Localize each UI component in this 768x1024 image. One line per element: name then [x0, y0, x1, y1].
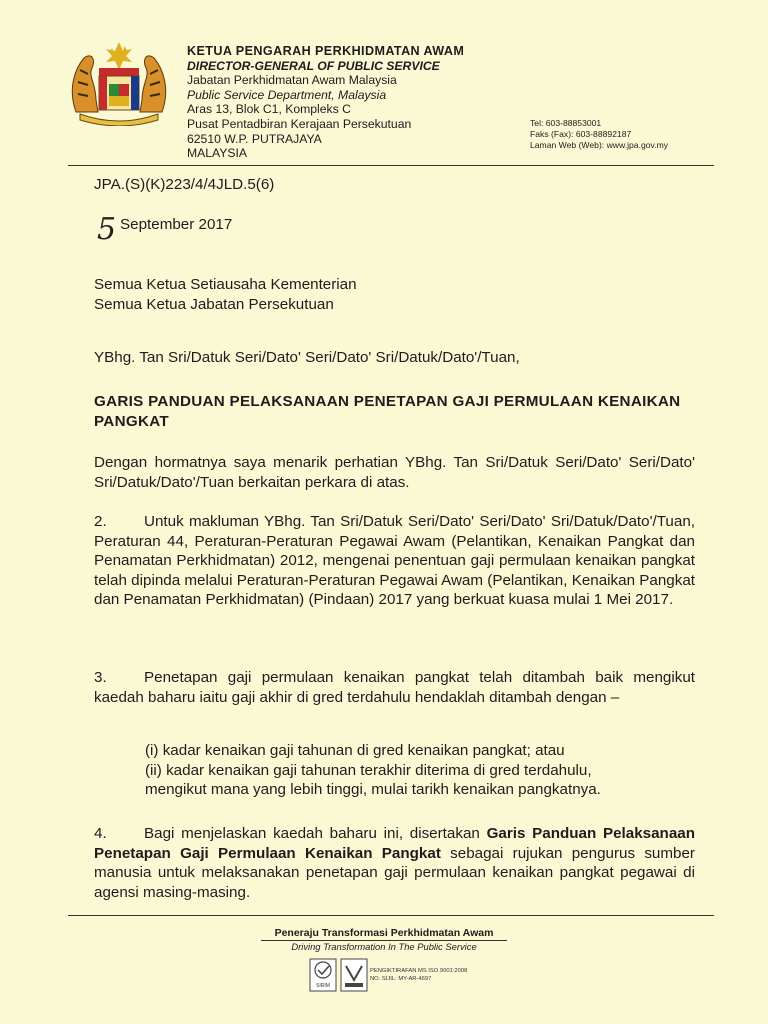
paragraph-text: Bagi menjelaskan kaedah baharu ini, disertakan — [144, 825, 480, 842]
paragraph-text: Penetapan gaji permulaan kenaikan pangkat telah ditambah baik mengikut kaedah baharu iaitu gaji akhir di gred terdahulu hendaklah ditambah dengan – — [94, 669, 695, 706]
header-divider — [68, 165, 714, 166]
paragraph-4 — [94, 824, 695, 902]
paragraph-text: sebagai rujukan pengurus sumber manusia untuk melaksanakan penetapan gaji permulaan kenaikan pangkat pegawai di agensi masing-masing. — [94, 844, 695, 901]
footer-slogan-en: Driving Transformation In The Public Service — [291, 941, 477, 952]
telephone: Tel: 603-88853001 — [530, 118, 602, 128]
contact-info — [530, 118, 730, 151]
certification-info — [370, 967, 467, 983]
paragraph-1: Dengan hormatnya saya menarik perhatian YBhg. Tan Sri/Datuk Seri/Dato' Seri/Dato' Sri/Datuk/Dato'/Tuan berkaitan perkara di atas. — [94, 454, 695, 491]
paragraph-number: 4. — [94, 825, 107, 842]
quality-certification-icon — [309, 958, 337, 992]
paragraph-number: 2. — [94, 513, 107, 530]
accreditation-icon — [340, 958, 368, 992]
list-item: (i) kadar kenaikan gaji tahunan di gred kenaikan pangkat; atau — [145, 742, 565, 759]
paragraph-number: 3. — [94, 669, 107, 686]
fax: Faks (Fax): 603-88892187 — [530, 129, 632, 139]
department-name: Jabatan Perkhidmatan Awam Malaysia — [187, 73, 397, 88]
reference-number: JPA.(S)(K)223/4/4JLD.5(6) — [94, 176, 275, 193]
paragraph-2 — [94, 512, 695, 610]
address-line: 62510 W.P. PUTRAJAYA — [187, 131, 322, 146]
criteria-list — [145, 741, 705, 800]
list-item: (ii) kadar kenaikan gaji tahunan terakhir diterima di gred terdahulu, — [145, 761, 592, 779]
footer-slogan — [0, 927, 768, 939]
recipients — [94, 275, 357, 315]
subject-heading: GARIS PANDUAN PELAKSANAAN PENETAPAN GAJI PERMULAAN KENAIKAN PANGKAT — [94, 393, 681, 430]
letter-date: September 2017 — [120, 216, 233, 233]
letterhead-title-en: DIRECTOR-GENERAL OF PUBLIC SERVICE — [187, 58, 440, 73]
cert-line: NO. SIJIL: MY-AR-4697 — [370, 976, 432, 982]
recipient-line: Semua Ketua Jabatan Persekutuan — [94, 296, 334, 313]
handwritten-date-day: 5 — [97, 212, 117, 247]
coat-of-arms-icon — [66, 40, 172, 126]
address-line: Pusat Pentadbiran Kerajaan Persekutuan — [187, 116, 412, 131]
footer-divider — [68, 915, 714, 916]
cert-line: PENGIKTIRAFAN MS ISO 9001:2008 — [370, 968, 468, 974]
letterhead — [187, 44, 517, 161]
attachment-title: Garis Panduan Pelaksanaan Penetapan Gaji Permulaan Kenaikan Pangkat — [94, 825, 695, 862]
address-line: MALAYSIA — [187, 146, 248, 161]
cert-logo-label: SIRIM — [316, 983, 330, 989]
list-item: mengikut mana yang lebih tinggi, mulai tarikh kenaikan pangkatnya. — [145, 781, 601, 798]
department-name-en: Public Service Department, Malaysia — [187, 87, 387, 102]
footer-slogan-text: Peneraju Transformasi Perkhidmatan Awam — [261, 927, 508, 941]
recipient-line: Semua Ketua Setiausaha Kementerian — [94, 276, 357, 293]
website: Laman Web (Web): www.jpa.gov.my — [530, 140, 669, 150]
address-line: Aras 13, Blok C1, Kompleks C — [187, 102, 351, 117]
salutation: YBhg. Tan Sri/Datuk Seri/Dato' Seri/Dato' Sri/Datuk/Dato'/Tuan, — [94, 349, 520, 366]
paragraph-3 — [94, 668, 695, 707]
paragraph-text: Untuk makluman YBhg. Tan Sri/Datuk Seri/Dato' Seri/Dato' Sri/Datuk/Dato'/Tuan, Peraturan 44, Peraturan-Peraturan Pegawai Awam (Pelantikan, Kenaikan Pangkat dan Penamatan Perkhidmatan) 2012, mengenai penentuan gaji permulaan kenaikan pangkat telah dipinda melalui Peraturan-Peraturan Pegawai Awam (Pelantikan, Kenaikan Pangkat dan Penamatan Perkhidmatan) (Pindaan) 2017 yang berkuat kuasa mulai 1 Mei 2017. — [94, 513, 695, 608]
letterhead-title: KETUA PENGARAH PERKHIDMATAN AWAM — [187, 44, 465, 58]
